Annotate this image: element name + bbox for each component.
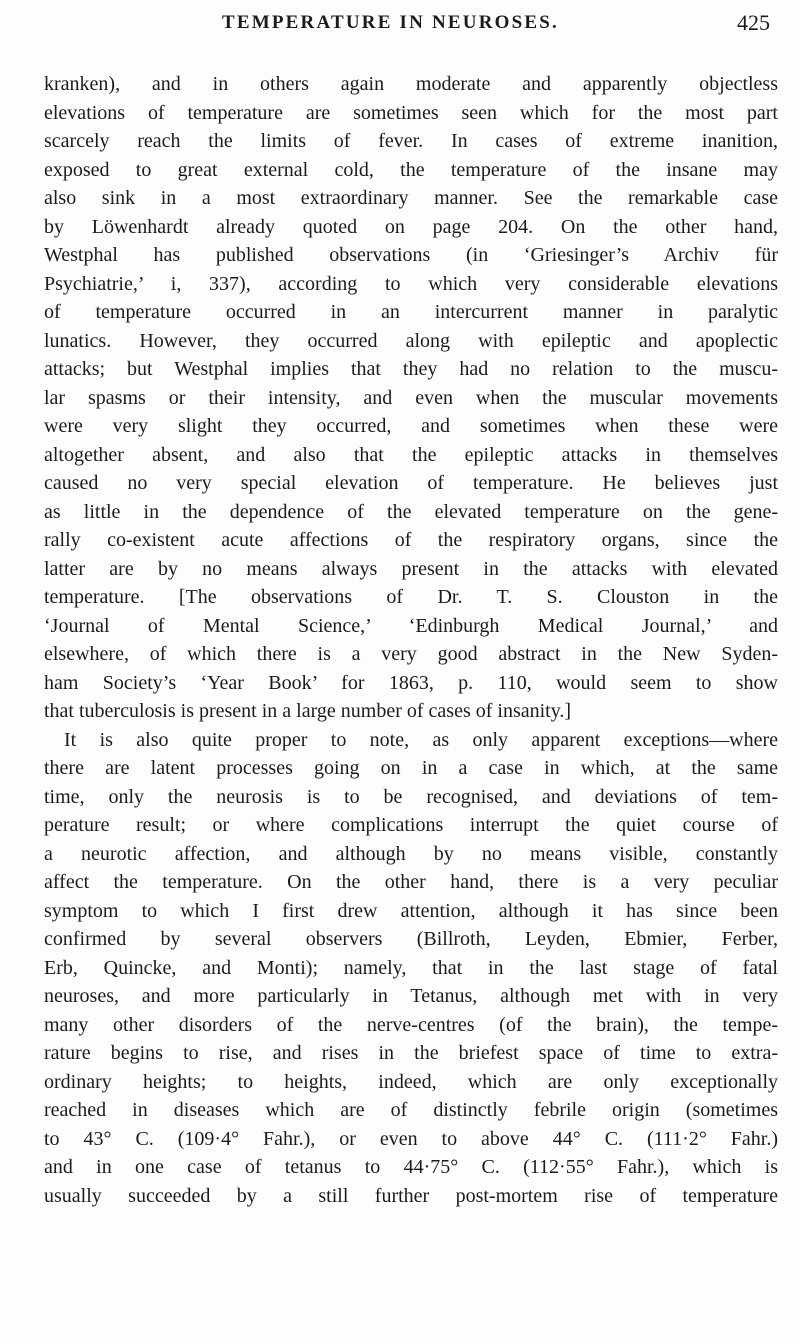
text-line: many other disorders of the nerve-centres (of the brain), the tempe- <box>44 1013 778 1036</box>
page-number: 425 <box>737 10 770 35</box>
text-line: were very slight they occurred, and sometimes when these were <box>44 415 778 437</box>
text-line: to 43° C. (109·4° Fahr.), or even to above 44° C. (111·2° Fahr.) <box>44 1127 778 1150</box>
text-line: rally co-existent acute affections of the respiratory organs, since the <box>44 529 778 551</box>
running-title: TEMPERATURE IN NEUROSES. <box>222 12 559 33</box>
text-line: reached in diseases which are of distinctly febrile origin (sometimes <box>44 1099 778 1121</box>
body-text <box>44 70 778 1210</box>
text-line: exposed to great external cold, the temperature of the insane may <box>44 158 778 181</box>
text-line: there are latent processes going on in a case in which, at the same <box>44 757 778 779</box>
text-line: altogether absent, and also that the epileptic attacks in themselves <box>44 443 778 466</box>
text-line: ordinary heights; to heights, indeed, which are only exceptionally <box>44 1070 778 1093</box>
text-line: scarcely reach the limits of fever. In cases of extreme inanition, <box>44 130 778 152</box>
text-line: ham Society’s ‘Year Book’ for 1863, p. 110, would seem to show <box>44 671 778 694</box>
text-line: temperature. [The observations of Dr. T. S. Clouston in the <box>44 586 778 608</box>
text-line: lunatics. However, they occurred along with epileptic and apoplectic <box>44 329 778 352</box>
text-line: It is also quite proper to note, as only apparent exceptions—where <box>64 728 778 751</box>
text-line: ‘Journal of Mental Science,’ ‘Edinburgh Medical Journal,’ and <box>44 614 778 637</box>
text-line: Erb, Quincke, and Monti); namely, that in the last stage of fatal <box>44 956 778 979</box>
text-line: caused no very special elevation of temperature. He believes just <box>44 472 778 494</box>
text-line: of temperature occurred in an intercurrent manner in paralytic <box>44 301 778 323</box>
text-line: rature begins to rise, and rises in the briefest space of time to extra- <box>44 1042 778 1064</box>
text-line: by Löwenhardt already quoted on page 204. On the other hand, <box>44 215 778 238</box>
text-line: also sink in a most extraordinary manner. See the remarkable case <box>44 187 778 209</box>
text-line: elsewhere, of which there is a very good abstract in the New Syden- <box>44 643 778 665</box>
running-head <box>0 2 800 50</box>
text-line: affect the temperature. On the other hand, there is a very peculiar <box>44 871 778 893</box>
text-line: that tuberculosis is present in a large number of cases of insanity.] <box>44 700 572 722</box>
text-line: confirmed by several observers (Billroth, Leyden, Ebmier, Ferber, <box>44 928 778 950</box>
text-line: lar spasms or their intensity, and even when the muscular movements <box>44 386 778 409</box>
text-line: kranken), and in others again moderate and apparently objectless <box>44 73 778 95</box>
text-line: symptom to which I first drew attention, although it has since been <box>44 899 778 922</box>
text-line: latter are by no means always present in the attacks with elevated <box>44 557 778 580</box>
text-line: perature result; or where complications interrupt the quiet course of <box>44 814 778 836</box>
text-line: Psychiatrie,’ i, 337), according to which very considerable elevations <box>44 272 778 295</box>
text-line: and in one case of tetanus to 44·75° C. (112·55° Fahr.), which is <box>44 1156 778 1178</box>
text-line: usually succeeded by a still further post-mortem rise of temperature <box>44 1184 778 1207</box>
text-line: attacks; but Westphal implies that they had no relation to the muscu- <box>44 358 778 380</box>
text-line: elevations of temperature are sometimes seen which for the most part <box>44 101 778 124</box>
text-line: as little in the dependence of the elevated temperature on the gene- <box>44 500 778 523</box>
text-line: Westphal has published observations (in ‘Griesinger’s Archiv für <box>44 244 778 266</box>
text-line: a neurotic affection, and although by no means visible, constantly <box>44 842 778 865</box>
text-line: time, only the neurosis is to be recognised, and deviations of tem- <box>44 785 778 808</box>
text-line: neuroses, and more particularly in Tetanus, although met with in very <box>44 985 778 1007</box>
